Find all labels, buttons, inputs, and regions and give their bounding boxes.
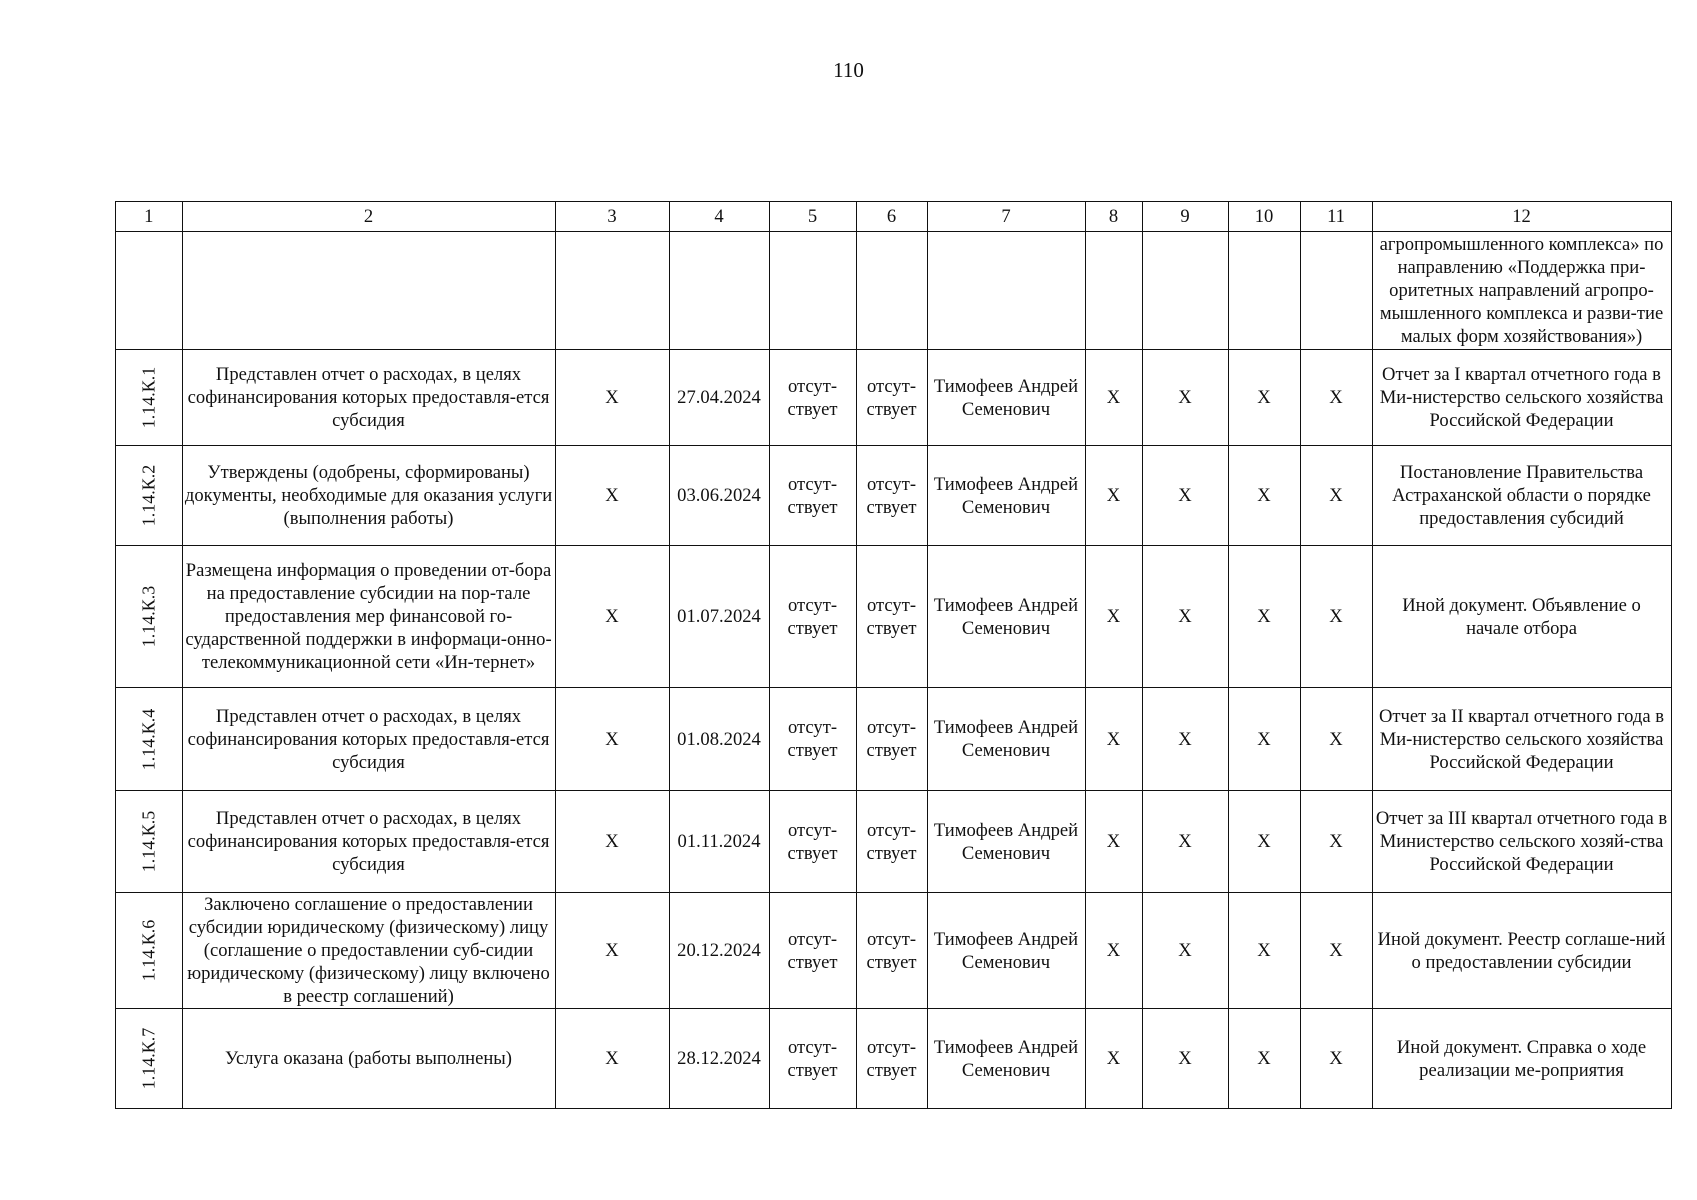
document-cell: Отчет за II квартал отчетного года в Ми-нистерство сельского хозяйства Российской Федерации [1372,688,1671,791]
mark-cell: Х [1142,893,1228,1009]
mark-cell: Х [1085,893,1142,1009]
column-header: 12 [1372,202,1671,232]
document-cell: Иной документ. Реестр соглаше-ний о предоставлении субсидии [1372,893,1671,1009]
value-cell: отсут-ствует [856,446,927,546]
mark-cell: Х [1142,1009,1228,1109]
table-row [116,350,1672,446]
value-cell: отсут-ствует [856,546,927,688]
row-code: 1.14.К.1 [138,366,159,429]
date-cell: 01.07.2024 [669,546,769,688]
page-number: 110 [833,58,864,82]
code-cell [116,893,183,1009]
column-header: 9 [1142,202,1228,232]
mark-cell: Х [1300,350,1372,446]
date-cell: 28.12.2024 [669,1009,769,1109]
value-cell: отсут-ствует [769,688,856,791]
mark-cell: Х [1300,688,1372,791]
mark-cell: Х [555,546,669,688]
row-code: 1.14.К.2 [138,464,159,527]
mark-cell: Х [1085,446,1142,546]
mark-cell: Х [1300,546,1372,688]
mark-cell: Х [1142,791,1228,893]
mark-cell: Х [1300,446,1372,546]
empty-cell [1300,232,1372,350]
value-cell: отсут-ствует [769,350,856,446]
table-row [116,893,1672,1009]
document-cell: Постановление Правительства Астраханской области о порядке предоставления субсидий [1372,446,1671,546]
responsible-cell: Тимофеев Андрей Семенович [927,546,1085,688]
mark-cell: Х [1142,350,1228,446]
empty-cell [669,232,769,350]
mark-cell: Х [1228,546,1300,688]
value-cell: отсут-ствует [769,893,856,1009]
responsible-cell: Тимофеев Андрей Семенович [927,893,1085,1009]
document-cell: Иной документ. Объявление о начале отбора [1372,546,1671,688]
mark-cell: Х [1228,1009,1300,1109]
header-row [116,202,1672,232]
mark-cell: Х [555,688,669,791]
description-cell: Заключено соглашение о предоставлении субсидии юридическому (физическому) лицу (соглашение о предоставлении суб-сидии юридическому (физическому) лицу включено в реестр соглашений) [182,893,555,1009]
mark-cell: Х [555,446,669,546]
mark-cell: Х [1300,893,1372,1009]
value-cell: отсут-ствует [769,1009,856,1109]
empty-cell [769,232,856,350]
document-cell: Иной документ. Справка о ходе реализации ме-роприятия [1372,1009,1671,1109]
date-cell: 27.04.2024 [669,350,769,446]
column-header: 11 [1300,202,1372,232]
column-header: 5 [769,202,856,232]
row-code: 1.14.К.5 [138,810,159,873]
description-cell: Представлен отчет о расходах, в целях софинансирования которых предоставля-ется субсидия [182,350,555,446]
table-row [116,1009,1672,1109]
mark-cell: Х [1300,1009,1372,1109]
empty-cell [856,232,927,350]
column-header: 3 [555,202,669,232]
mark-cell: Х [1228,791,1300,893]
value-cell: отсут-ствует [769,791,856,893]
column-header: 2 [182,202,555,232]
responsible-cell: Тимофеев Андрей Семенович [927,446,1085,546]
mark-cell: Х [555,1009,669,1109]
responsible-cell: Тимофеев Андрей Семенович [927,688,1085,791]
mark-cell: Х [1085,546,1142,688]
empty-cell [116,232,183,350]
code-cell [116,1009,183,1109]
code-cell [116,350,183,446]
column-header: 6 [856,202,927,232]
value-cell: отсут-ствует [856,893,927,1009]
code-cell [116,791,183,893]
column-header: 7 [927,202,1085,232]
value-cell: отсут-ствует [856,791,927,893]
description-cell: Услуга оказана (работы выполнены) [182,1009,555,1109]
value-cell: отсут-ствует [856,1009,927,1109]
mark-cell: Х [1142,546,1228,688]
description-cell: Представлен отчет о расходах, в целях софинансирования которых предоставля-ется субсидия [182,791,555,893]
mark-cell: Х [555,893,669,1009]
empty-cell [1142,232,1228,350]
document-cell: Отчет за III квартал отчетного года в Министерство сельского хозяй-ства Российской Федерации [1372,791,1671,893]
table-row [116,791,1672,893]
mark-cell: Х [1300,791,1372,893]
column-header: 8 [1085,202,1142,232]
column-header: 1 [116,202,183,232]
mark-cell: Х [1085,688,1142,791]
description-cell: Утверждены (одобрены, сформированы) документы, необходимые для оказания услуги (выполнения работы) [182,446,555,546]
mark-cell: Х [1142,446,1228,546]
date-cell: 20.12.2024 [669,893,769,1009]
mark-cell: Х [1228,446,1300,546]
value-cell: отсут-ствует [769,546,856,688]
row-code: 1.14.К.6 [138,919,159,982]
empty-cell [927,232,1085,350]
table-row [116,688,1672,791]
column-header: 10 [1228,202,1300,232]
code-cell [116,546,183,688]
value-cell: отсут-ствует [856,688,927,791]
description-cell: Размещена информация о проведении от-бора на предоставление субсидии на пор-тале предоставления мер финансовой го-сударственной поддержки в информаци-онно-телекоммуникационной сети «Ин-тернет» [182,546,555,688]
date-cell: 01.11.2024 [669,791,769,893]
activity-plan-table [115,201,1672,1109]
document-cell: агропромышленного комплекса» по направлению «Поддержка при-оритетных направлений агропро-мышленного комплекса и разви-тие малых форм хозяйствования») [1372,232,1671,350]
mark-cell: Х [1085,791,1142,893]
row-code: 1.14.К.4 [138,708,159,770]
row-code: 1.14.К.3 [138,585,159,648]
value-cell: отсут-ствует [769,446,856,546]
mark-cell: Х [1142,688,1228,791]
mark-cell: Х [1085,350,1142,446]
responsible-cell: Тимофеев Андрей Семенович [927,791,1085,893]
column-header: 4 [669,202,769,232]
value-cell: отсут-ствует [856,350,927,446]
code-cell [116,688,183,791]
mark-cell: Х [555,350,669,446]
mark-cell: Х [1228,893,1300,1009]
code-cell [116,446,183,546]
table-row [116,546,1672,688]
empty-cell [1228,232,1300,350]
table-row [116,446,1672,546]
date-cell: 01.08.2024 [669,688,769,791]
mark-cell: Х [1228,350,1300,446]
mark-cell: Х [1228,688,1300,791]
date-cell: 03.06.2024 [669,446,769,546]
continuation-row [116,232,1672,350]
responsible-cell: Тимофеев Андрей Семенович [927,1009,1085,1109]
empty-cell [182,232,555,350]
mark-cell: Х [555,791,669,893]
responsible-cell: Тимофеев Андрей Семенович [927,350,1085,446]
row-code: 1.14.К.7 [138,1027,159,1090]
empty-cell [1085,232,1142,350]
description-cell: Представлен отчет о расходах, в целях софинансирования которых предоставля-ется субсидия [182,688,555,791]
empty-cell [555,232,669,350]
mark-cell: Х [1085,1009,1142,1109]
document-cell: Отчет за I квартал отчетного года в Ми-нистерство сельского хозяйства Российской Федерации [1372,350,1671,446]
